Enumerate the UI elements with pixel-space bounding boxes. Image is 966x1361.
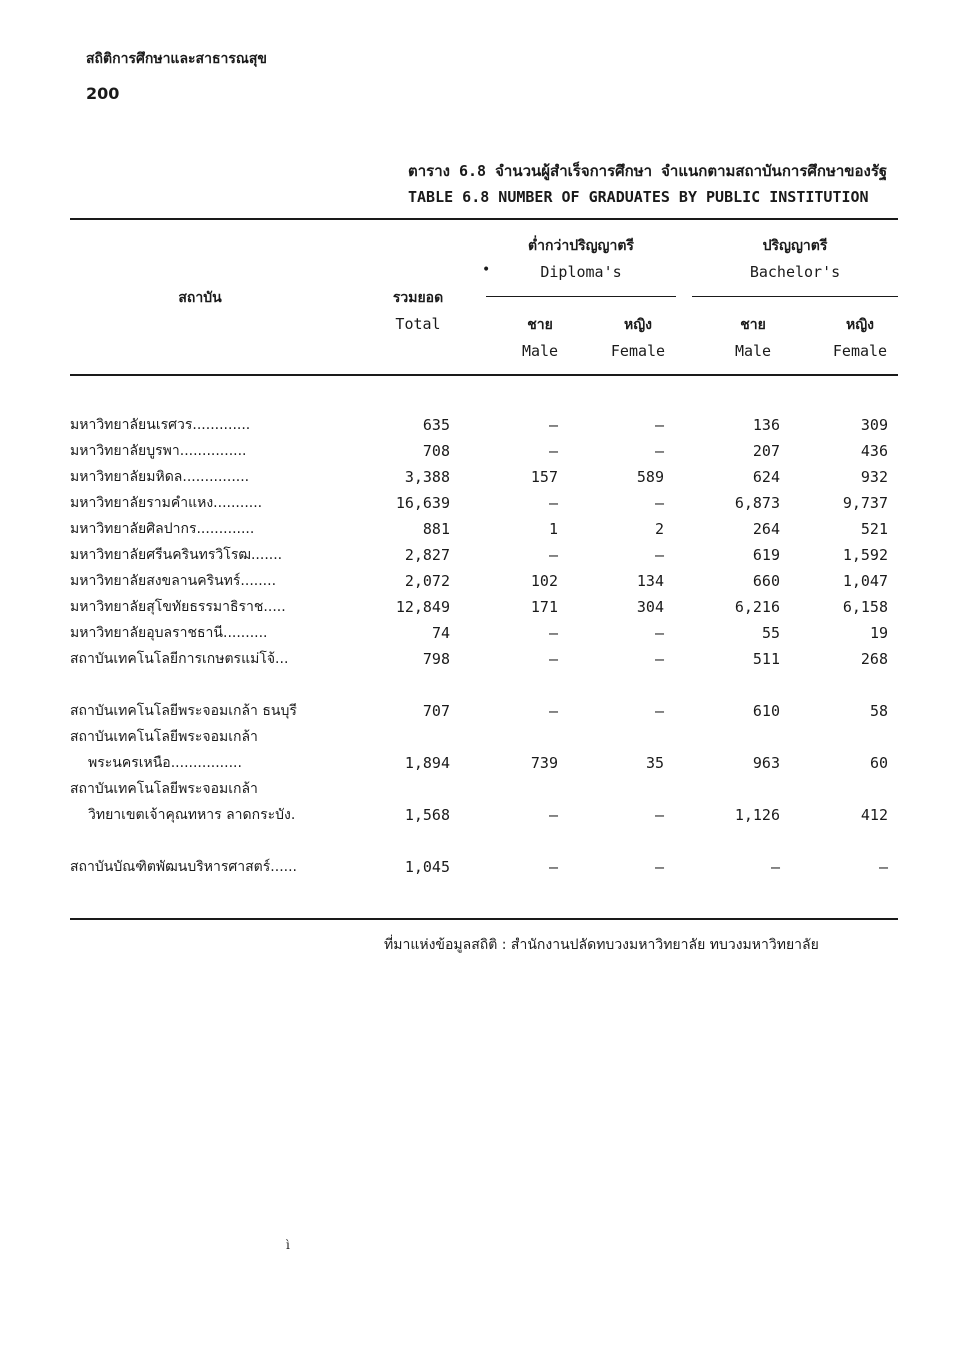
table-row: มหาวิทยาลัยบูรพา............... 708 – – 207 436 bbox=[70, 442, 888, 460]
table-title-thai: ตาราง 6.8 จำนวนผู้สำเร็จการศึกษา จำแนกตามสถาบันการศึกษาของรัฐ bbox=[408, 162, 888, 180]
table-row: มหาวิทยาลัยอุบลราชธานี.......... 74 – – 55 19 bbox=[70, 624, 888, 642]
table-header-rule bbox=[70, 374, 898, 376]
table-row-kmitnb-label: สถาบันเทคโนโลยีพระจอมเกล้า bbox=[70, 729, 258, 745]
table-row: มหาวิทยาลัยสุโขทัยธรรมาธิราช..... 12,849 171 304 6,216 6,158 bbox=[70, 598, 888, 616]
table-bottom-rule bbox=[70, 918, 898, 920]
header-total: รวมยอด Total bbox=[392, 290, 444, 333]
scan-mark: ì bbox=[286, 1238, 290, 1252]
table-row-kmitl-label: สถาบันเทคโนโลยีพระจอมเกล้า bbox=[70, 781, 258, 797]
table-title bbox=[408, 158, 887, 210]
table-title-english: TABLE 6.8 NUMBER OF GRADUATES BY PUBLIC INSTITUTION bbox=[408, 188, 869, 206]
table-row-kmitt: สถาบันเทคโนโลยีพระจอมเกล้า ธนบุรี 707 – – 610 58 bbox=[70, 702, 888, 720]
source-note: ที่มาแห่งข้อมูลสถิติ : สำนักงานปลัดทบวงมหาวิทยาลัย ทบวงมหาวิทยาลัย bbox=[384, 937, 819, 953]
header-diploma: ต่ำกว่าปริญญาตรี Diploma's bbox=[528, 238, 634, 281]
row-gap bbox=[70, 828, 898, 854]
table-row: มหาวิทยาลัยศิลปากร............. 881 1 2 264 521 bbox=[70, 520, 888, 538]
header-bachelor-female: หญิง Female bbox=[832, 317, 888, 360]
table-row-kmitnb: พระนครเหนือ................ 1,894 739 35 963 60 bbox=[88, 754, 888, 772]
header-institution: สถาบัน bbox=[178, 290, 222, 306]
table-row: สถาบันเทคโนโลยีการเกษตรแม่โจ้... 798 – – 511 268 bbox=[70, 650, 888, 668]
table-row-nida: สถาบันบัณฑิตพัฒนบริหารศาสตร์...... 1,045 – – – – bbox=[70, 858, 888, 876]
bullet-mark: • bbox=[482, 262, 491, 278]
table-row-kmitl: วิทยาเขตเจ้าคุณทหาร ลาดกระบัง. 1,568 – – 1,126 412 bbox=[88, 806, 888, 824]
header-bachelor-male: ชาย Male bbox=[734, 317, 772, 360]
table-row: มหาวิทยาลัยสงขลานครินทร์........ 2,072 102 134 660 1,047 bbox=[70, 572, 888, 590]
table-body bbox=[70, 412, 898, 880]
table-row: มหาวิทยาลัยมหิดล............... 3,388 157 589 624 932 bbox=[70, 468, 888, 486]
row-gap bbox=[70, 672, 898, 698]
table-row: มหาวิทยาลัยศรีนครินทรวิโรฒ....... 2,827 – – 619 1,592 bbox=[70, 546, 888, 564]
table-row: มหาวิทยาลัยนเรศวร............. 635 – – 136 309 bbox=[70, 416, 888, 434]
diploma-subrule bbox=[486, 296, 676, 297]
table-row: มหาวิทยาลัยรามคำแหง........... 16,639 – – 6,873 9,737 bbox=[70, 494, 888, 512]
bachelor-subrule bbox=[692, 296, 898, 297]
running-title: สถิติการศึกษาและสาธารณสุข bbox=[86, 51, 267, 67]
header-bachelor: ปริญญาตรี Bachelor's bbox=[749, 238, 841, 281]
header-diploma-female: หญิง Female bbox=[610, 317, 666, 360]
header-diploma-male: ชาย Male bbox=[521, 317, 559, 360]
page-number: 200 bbox=[86, 84, 120, 103]
table-top-rule bbox=[70, 218, 898, 220]
